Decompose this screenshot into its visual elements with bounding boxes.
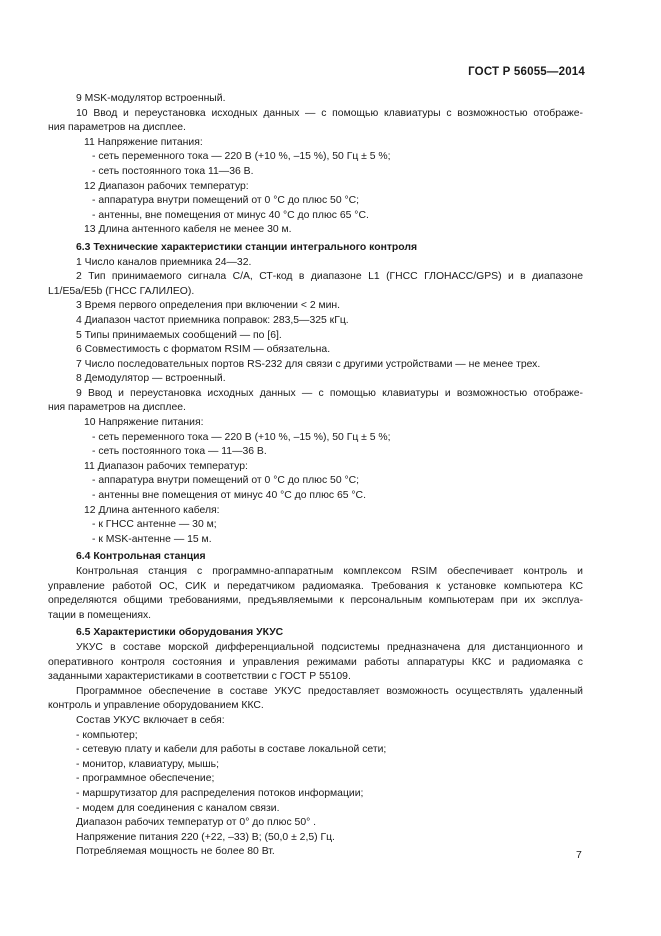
list-item: 12 Длина антенного кабеля: (84, 504, 220, 516)
list-item: 12 Диапазон рабочих температур: (84, 180, 249, 192)
paragraph-line: Состав УКУС включает в себя: (76, 714, 225, 726)
sub-item: - аппаратура внутри помещений от 0 °С до плюс 50 °С; (92, 195, 360, 207)
sub-item: - сеть постоянного тока 11—36 В. (92, 165, 254, 177)
sub-item: - сеть переменного тока — 220 В (+10 %, –15 %), 50 Гц ± 5 %; (92, 151, 391, 163)
sub-item: - антенны вне помещения от минус 40 °С до плюс 65 °С. (92, 490, 366, 502)
paragraph-line: управление работой ОС, СИК и передатчиком радиомаяка. Требования к установке компьютера КС (48, 580, 583, 592)
list-item: 8 Демодулятор — встроенный. (76, 373, 226, 385)
list-item: - монитор, клавиатуру, мышь; (76, 758, 219, 770)
sub-item: - аппаратура внутри помещений от 0 °С до плюс 50 °С; (92, 475, 360, 487)
list-item: - сетевую плату и кабели для работы в составе локальной сети; (76, 744, 387, 756)
list-item: - компьютер; (76, 729, 138, 741)
list-item: 11 Напряжение питания: (84, 136, 203, 148)
paragraph-line: Диапазон рабочих температур от 0° до плюс 50° . (76, 817, 317, 829)
list-item: 11 Диапазон рабочих температур: (84, 460, 248, 472)
list-item: - маршрутизатор для распределения потоков информации; (76, 787, 364, 799)
list-item: 9 Ввод и переустановка исходных данных — с помощью клавиатуры и возможностью отображе- (76, 387, 583, 399)
list-item: 10 Ввод и переустановка исходных данных — с помощью клавиатуры с возможностью отображе- (76, 107, 583, 119)
paragraph-line: Контрольная станция с программно-аппаратным комплексом RSIM обеспечивает контроль и (76, 566, 583, 577)
sub-item: - к ГНСС антенне — 30 м; (92, 519, 217, 531)
list-item: 13 Длина антенного кабеля не менее 30 м. (84, 224, 292, 236)
sub-item: - антенны, вне помещения от минус 40 °С до плюс 65 °С. (92, 209, 369, 221)
paragraph-line: Потребляемая мощность не более 80 Вт. (76, 846, 275, 858)
list-item: 6 Совместимость с форматом RSIM — обязательна. (76, 344, 331, 356)
list-item: 5 Типы принимаемых сообщений — по [6]. (76, 329, 282, 341)
list-item: 1 Число каналов приемника 24—32. (76, 256, 252, 268)
sub-item: - к MSK-антенне — 15 м. (92, 533, 212, 545)
list-item: 4 Диапазон частот приемника поправок: 283,5—325 кГц. (76, 314, 349, 326)
paragraph-line: заданными характеристиками в соответствии с ГОСТ Р 55109. (48, 671, 351, 683)
paragraph-line: тации в помещениях. (48, 609, 152, 621)
paragraph-line: определяются общими требованиями, предъявляемыми к персональным компьютерам при их эксплуа- (48, 595, 583, 607)
paragraph-line: Напряжение питания 220 (+22, –33) В; (50,0 ± 2,5) Гц. (76, 831, 335, 843)
list-item: 2 Тип принимаемого сигнала С/А, СТ-код в диапазоне L1 (ГНСС ГЛОНАСС/GPS) и в диапазоне (76, 271, 583, 283)
page-number: 7 (576, 849, 582, 861)
section-heading: 6.3 Технические характеристики станции интегрального контроля (76, 241, 418, 253)
paragraph-line: Программное обеспечение в составе УКУС предоставляет возможность осуществлять удаленный (76, 685, 583, 697)
paragraph-line: УКУС в составе морской дифференциальной подсистемы предназначена для дистанционного и (76, 641, 583, 653)
paragraph-line: контроль и управление оборудованием ККС. (48, 700, 264, 712)
list-item-continuation: ния параметров на дисплее. (48, 122, 186, 134)
paragraph-line: оперативного контроля состояния и управления режимами работы аппаратуры ККС и радиомаяка с (48, 656, 583, 668)
list-item: 10 Напряжение питания: (84, 417, 204, 429)
section-heading: 6.5 Характеристики оборудования УКУС (76, 627, 284, 639)
list-item: 7 Число последовательных портов RS-232 для связи с другими устройствами — не менее трех. (76, 358, 541, 370)
list-item: 9 MSK-модулятор встроенный. (76, 93, 226, 104)
standard-header: ГОСТ Р 56055—2014 (468, 66, 585, 78)
list-item-continuation: L1/E5a/E5b (ГНСС ГАЛИЛЕО). (48, 285, 195, 297)
sub-item: - сеть переменного тока — 220 В (+10 %, –15 %), 50 Гц ± 5 %; (92, 431, 391, 443)
list-item-continuation: ния параметров на дисплее. (48, 402, 186, 414)
section-heading: 6.4 Контрольная станция (76, 551, 206, 563)
list-item: - модем для соединения с каналом связи. (76, 802, 280, 814)
list-item: - программное обеспечение; (76, 773, 215, 785)
document-body (48, 92, 583, 860)
list-item: 3 Время первого определения при включении < 2 мин. (76, 300, 341, 312)
sub-item: - сеть постоянного тока — 11—36 В. (92, 446, 267, 458)
